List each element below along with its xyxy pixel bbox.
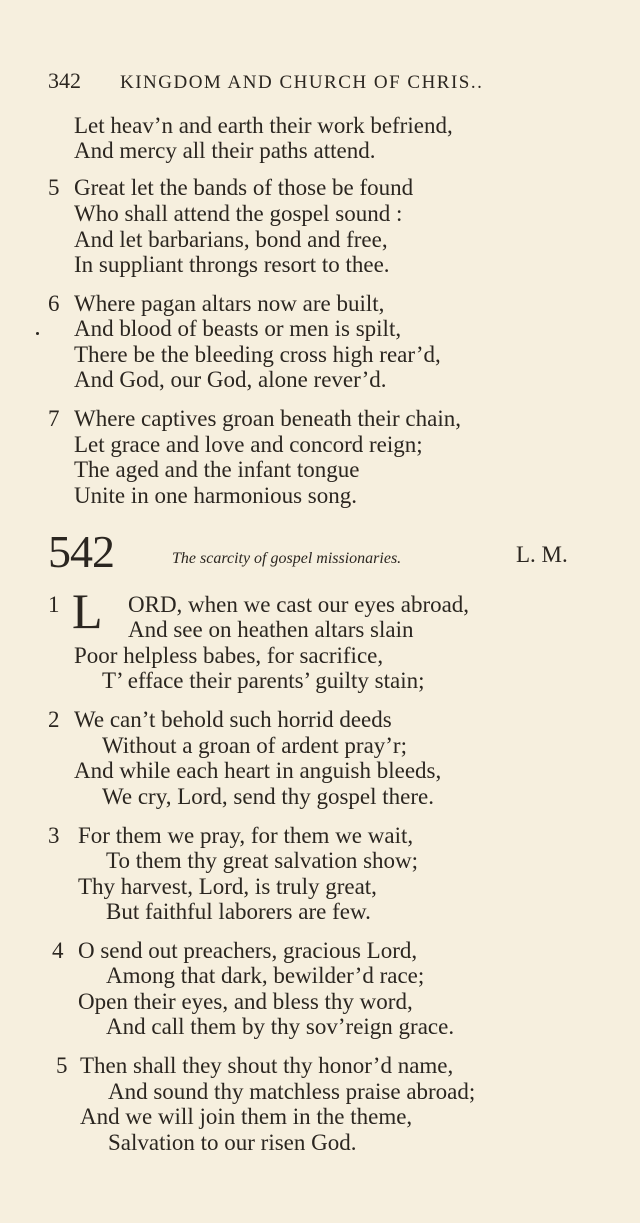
verse-line: Great let the bands of those be found — [74, 175, 414, 200]
running-title: KINGDOM AND CHURCH OF CHRIS.. — [120, 72, 484, 93]
verse-line: The aged and the infant tongue — [74, 457, 360, 482]
verse-line: Open their eyes, and bless thy word, — [78, 989, 413, 1014]
verse-line: Unite in one harmonious song. — [74, 483, 357, 508]
verse-line: And sound thy matchless praise abroad; — [108, 1079, 476, 1104]
verse-line: And God, our God, alone rever’d. — [74, 367, 387, 392]
verse-line: For them we pray, for them we wait, — [78, 823, 414, 848]
stanza-number: 7 — [48, 406, 60, 431]
verse-line: We cry, Lord, send thy gospel there. — [102, 784, 434, 809]
verse-line: ORD, when we cast our eyes abroad, — [128, 592, 470, 617]
verse-line: Let heav’n and earth their work befriend, — [74, 113, 453, 138]
verse-line: And let barbarians, bond and free, — [74, 227, 388, 252]
verse-line: Among that dark, bewilder’d race; — [106, 963, 425, 988]
verse-line: And see on heathen altars slain — [128, 617, 414, 642]
stanza-number: 5 — [56, 1053, 68, 1078]
verse-line: And we will join them in the theme, — [80, 1104, 413, 1129]
verse-line: O send out preachers, gracious Lord, — [78, 938, 418, 963]
verse-line: Poor helpless babes, for sacrifice, — [74, 643, 384, 668]
verse-line: Where captives groan beneath their chain, — [74, 406, 461, 431]
verse-line: We can’t behold such horrid deeds — [74, 707, 392, 732]
stanza-number: 6 — [48, 291, 60, 316]
verse-line: There be the bleeding cross high rear’d, — [74, 342, 441, 367]
stanza-number: 2 — [48, 707, 60, 732]
verse-line: And mercy all their paths attend. — [74, 138, 376, 163]
verse-line: To them thy great salvation show; — [106, 848, 419, 873]
verse-line: Salvation to our risen God. — [108, 1130, 357, 1155]
hymn-number: 542 — [48, 526, 114, 577]
verse-line: But faithful laborers are few. — [106, 899, 371, 924]
verse-line: Where pagan altars now are built, — [74, 291, 385, 316]
verse-line: And call them by thy sov’reign grace. — [106, 1014, 455, 1039]
verse-line: Without a groan of ardent pray’r; — [102, 733, 407, 758]
stanza-number: 1 — [48, 592, 60, 617]
running-head — [48, 68, 483, 96]
verse-line: Who shall attend the gospel sound : — [74, 201, 403, 226]
print-speck — [36, 332, 39, 335]
stanza-number: 4 — [52, 938, 64, 963]
verse-line: Thy harvest, Lord, is truly great, — [78, 874, 377, 899]
verse-line: Then shall they shout thy honor’d name, — [80, 1053, 454, 1078]
stanza-number: 5 — [48, 175, 60, 200]
hymn-meter: L. M. — [516, 542, 568, 567]
stanza-number: 3 — [48, 823, 60, 848]
verse-line: In suppliant throngs resort to thee. — [74, 252, 390, 277]
verse-line: And while each heart in anguish bleeds, — [74, 758, 442, 783]
verse-line: And blood of beasts or men is spilt, — [74, 316, 402, 341]
page-number: 342 — [48, 68, 81, 93]
verse-line: T’ efface their parents’ guilty stain; — [102, 668, 425, 693]
drop-cap: L — [72, 583, 103, 639]
verse-line: Let grace and love and concord reign; — [74, 432, 423, 457]
hymn-subject: The scarcity of gospel missionaries. — [172, 550, 402, 567]
